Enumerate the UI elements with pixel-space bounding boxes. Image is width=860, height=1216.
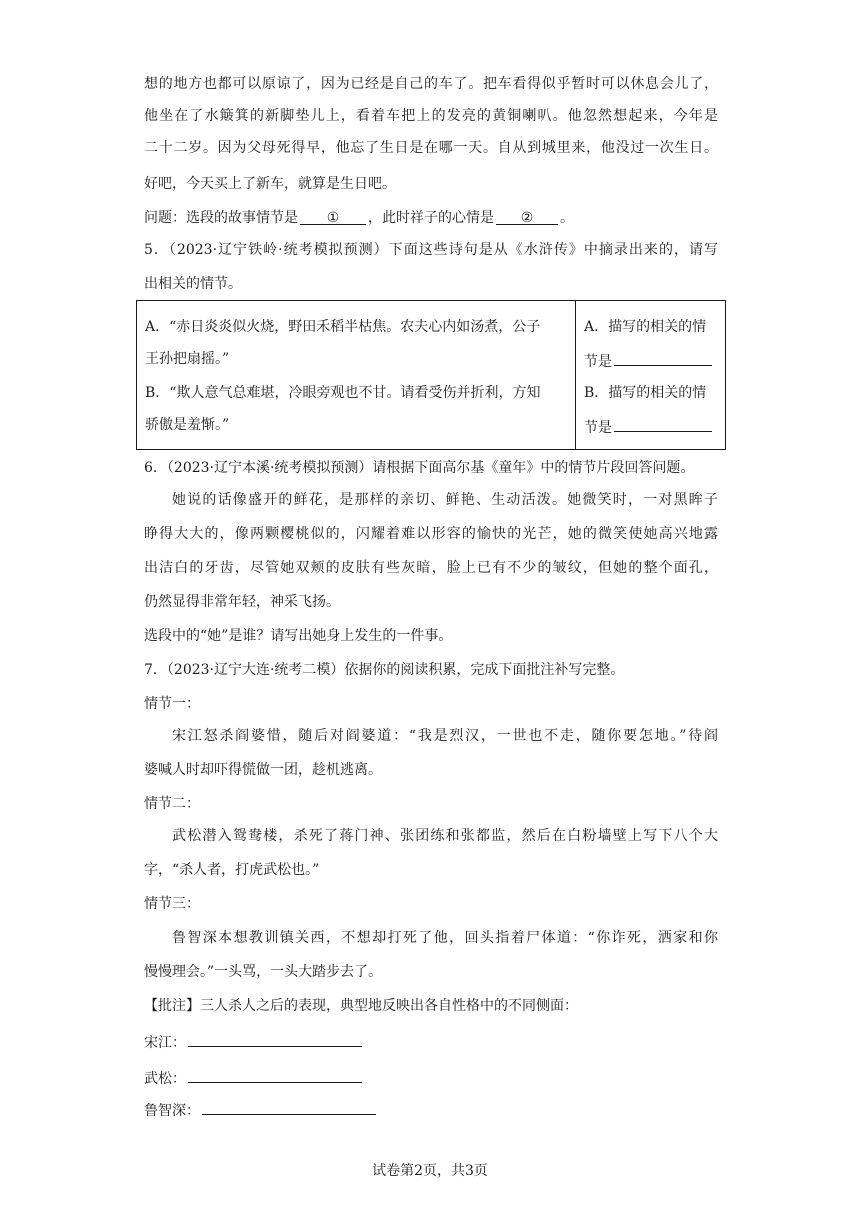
question-5-line-2: 出相关的情节。 [144, 276, 242, 292]
question-4-text [144, 208, 574, 228]
question-4-suffix: 。 [560, 210, 574, 226]
answer-b-row [584, 415, 714, 438]
answer-wusong-label: 武松： [144, 1071, 186, 1087]
answer-blank-1[interactable] [300, 208, 366, 225]
answer-songjiang-blank[interactable] [188, 1030, 362, 1047]
plot-1-label: 情节一： [144, 696, 200, 712]
plot-2-line-2: 字，“杀人者，打虎武松也。” [144, 862, 320, 878]
answer-b-blank[interactable] [614, 415, 712, 432]
answer-b-label-1: B．描写的相关的情 [584, 385, 707, 401]
passage-line-1: 想的地方也都可以原谅了，因为已经是自己的车了。把车看得似乎暂时可以休息会儿了， [144, 76, 718, 92]
page-footer: 试卷第2页，共3页 [372, 1163, 488, 1179]
answer-wusong-blank[interactable] [188, 1066, 362, 1083]
q6-passage-line-2: 睁得大大的，像两颗樱桃似的，闪耀着难以形容的愉快的光芒，她的微笑使她高兴地露 [144, 526, 718, 542]
answer-b-label-2: 节是 [584, 420, 612, 436]
poem-a-line-2: 王孙把扇摇。” [145, 351, 230, 367]
question-6-line-1: 6．（2023·辽宁本溪·统考模拟预测）请根据下面高尔基《童年》中的情节片段回答问题。 [144, 460, 695, 476]
q6-passage-line-4: 仍然显得非常年轻，神采飞扬。 [144, 594, 340, 610]
passage-line-2: 他坐在了水簸箕的新脚垫儿上，看着车把上的发亮的黄铜喇叭。他忽然想起来，今年是 [144, 108, 718, 124]
question-5-line-1: 5．（2023·辽宁铁岭·统考模拟预测）下面这些诗句是从《水浒传》中摘录出来的，请写 [144, 242, 718, 258]
poem-b-line-2: 骄傲是羞惭。” [145, 417, 230, 433]
question-7-line-1: 7．（2023·辽宁大连·统考二模）依据你的阅读积累，完成下面批注补写完整。 [144, 662, 625, 678]
answer-blank-2[interactable] [496, 208, 558, 225]
plot-3-line-2: 慢慢理会。”一头骂，一头大踏步去了。 [144, 964, 383, 980]
question-4-prefix: 问题：选段的故事情节是 [144, 210, 298, 226]
poem-a-line-1: A．“赤日炎炎似火烧，野田禾稻半枯焦。农夫心内如汤煮，公子 [145, 319, 541, 335]
answer-songjiang-row [144, 1030, 364, 1050]
plot-3-line-1: 鲁智深本想教训镇关西，不想却打死了他，回头指着尸体道：“你诈死，洒家和你 [172, 930, 718, 946]
answer-wusong-row [144, 1066, 364, 1086]
annotation-note: 【批注】三人杀人之后的表现，典型地反映出各自性格中的不同侧面： [144, 998, 578, 1014]
poem-b-line-1: B．“欺人意气总难堪，冷眼旁观也不甘。请看受伤并折利，方知 [145, 385, 541, 401]
question-4-middle: ，此时祥子的心情是 [368, 210, 494, 226]
q6-passage-line-3: 出洁白的牙齿，尽管她双颊的皮肤有些灰暗，脸上已有不少的皱纹，但她的整个面孔， [144, 560, 718, 576]
plot-3-label: 情节三： [144, 896, 200, 912]
answer-luzhishen-blank[interactable] [202, 1098, 376, 1115]
answer-luzhishen-label: 鲁智深： [144, 1103, 200, 1119]
table-divider [575, 301, 576, 449]
plot-1-line-1: 宋江怒杀阎婆惜，随后对阎婆道：“我是烈汉，一世也不走，随你要怎地。”待阎 [172, 728, 718, 744]
blank-2-number: ② [520, 210, 534, 226]
poem-table [136, 300, 726, 450]
passage-line-4: 好吧，今天买上了新车，就算是生日吧。 [144, 176, 396, 192]
answer-a-row [584, 349, 714, 372]
question-6-prompt: 选段中的“她”是谁？请写出她身上发生的一件事。 [144, 628, 453, 644]
q6-passage-line-1: 她说的话像盛开的鲜花，是那样的亲切、鲜艳、生动活泼。她微笑时，一对黑眸子 [172, 492, 718, 508]
answer-luzhishen-row [144, 1098, 378, 1118]
answer-songjiang-label: 宋江： [144, 1035, 186, 1051]
answer-a-blank[interactable] [614, 349, 712, 366]
answer-a-label-1: A．描写的相关的情 [584, 319, 707, 335]
plot-1-line-2: 婆喊人时却吓得慌做一团，趁机逃离。 [144, 762, 382, 778]
answer-a-label-2: 节是 [584, 354, 612, 370]
passage-line-3: 二十二岁。因为父母死得早，他忘了生日是在哪一天。自从到城里来，他没过一次生日。 [144, 140, 718, 156]
blank-1-number: ① [326, 210, 340, 226]
plot-2-label: 情节二： [144, 796, 200, 812]
plot-2-line-1: 武松潜入鸳鸯楼，杀死了蒋门神、张团练和张都监，然后在白粉墙壁上写下八个大 [172, 828, 718, 844]
